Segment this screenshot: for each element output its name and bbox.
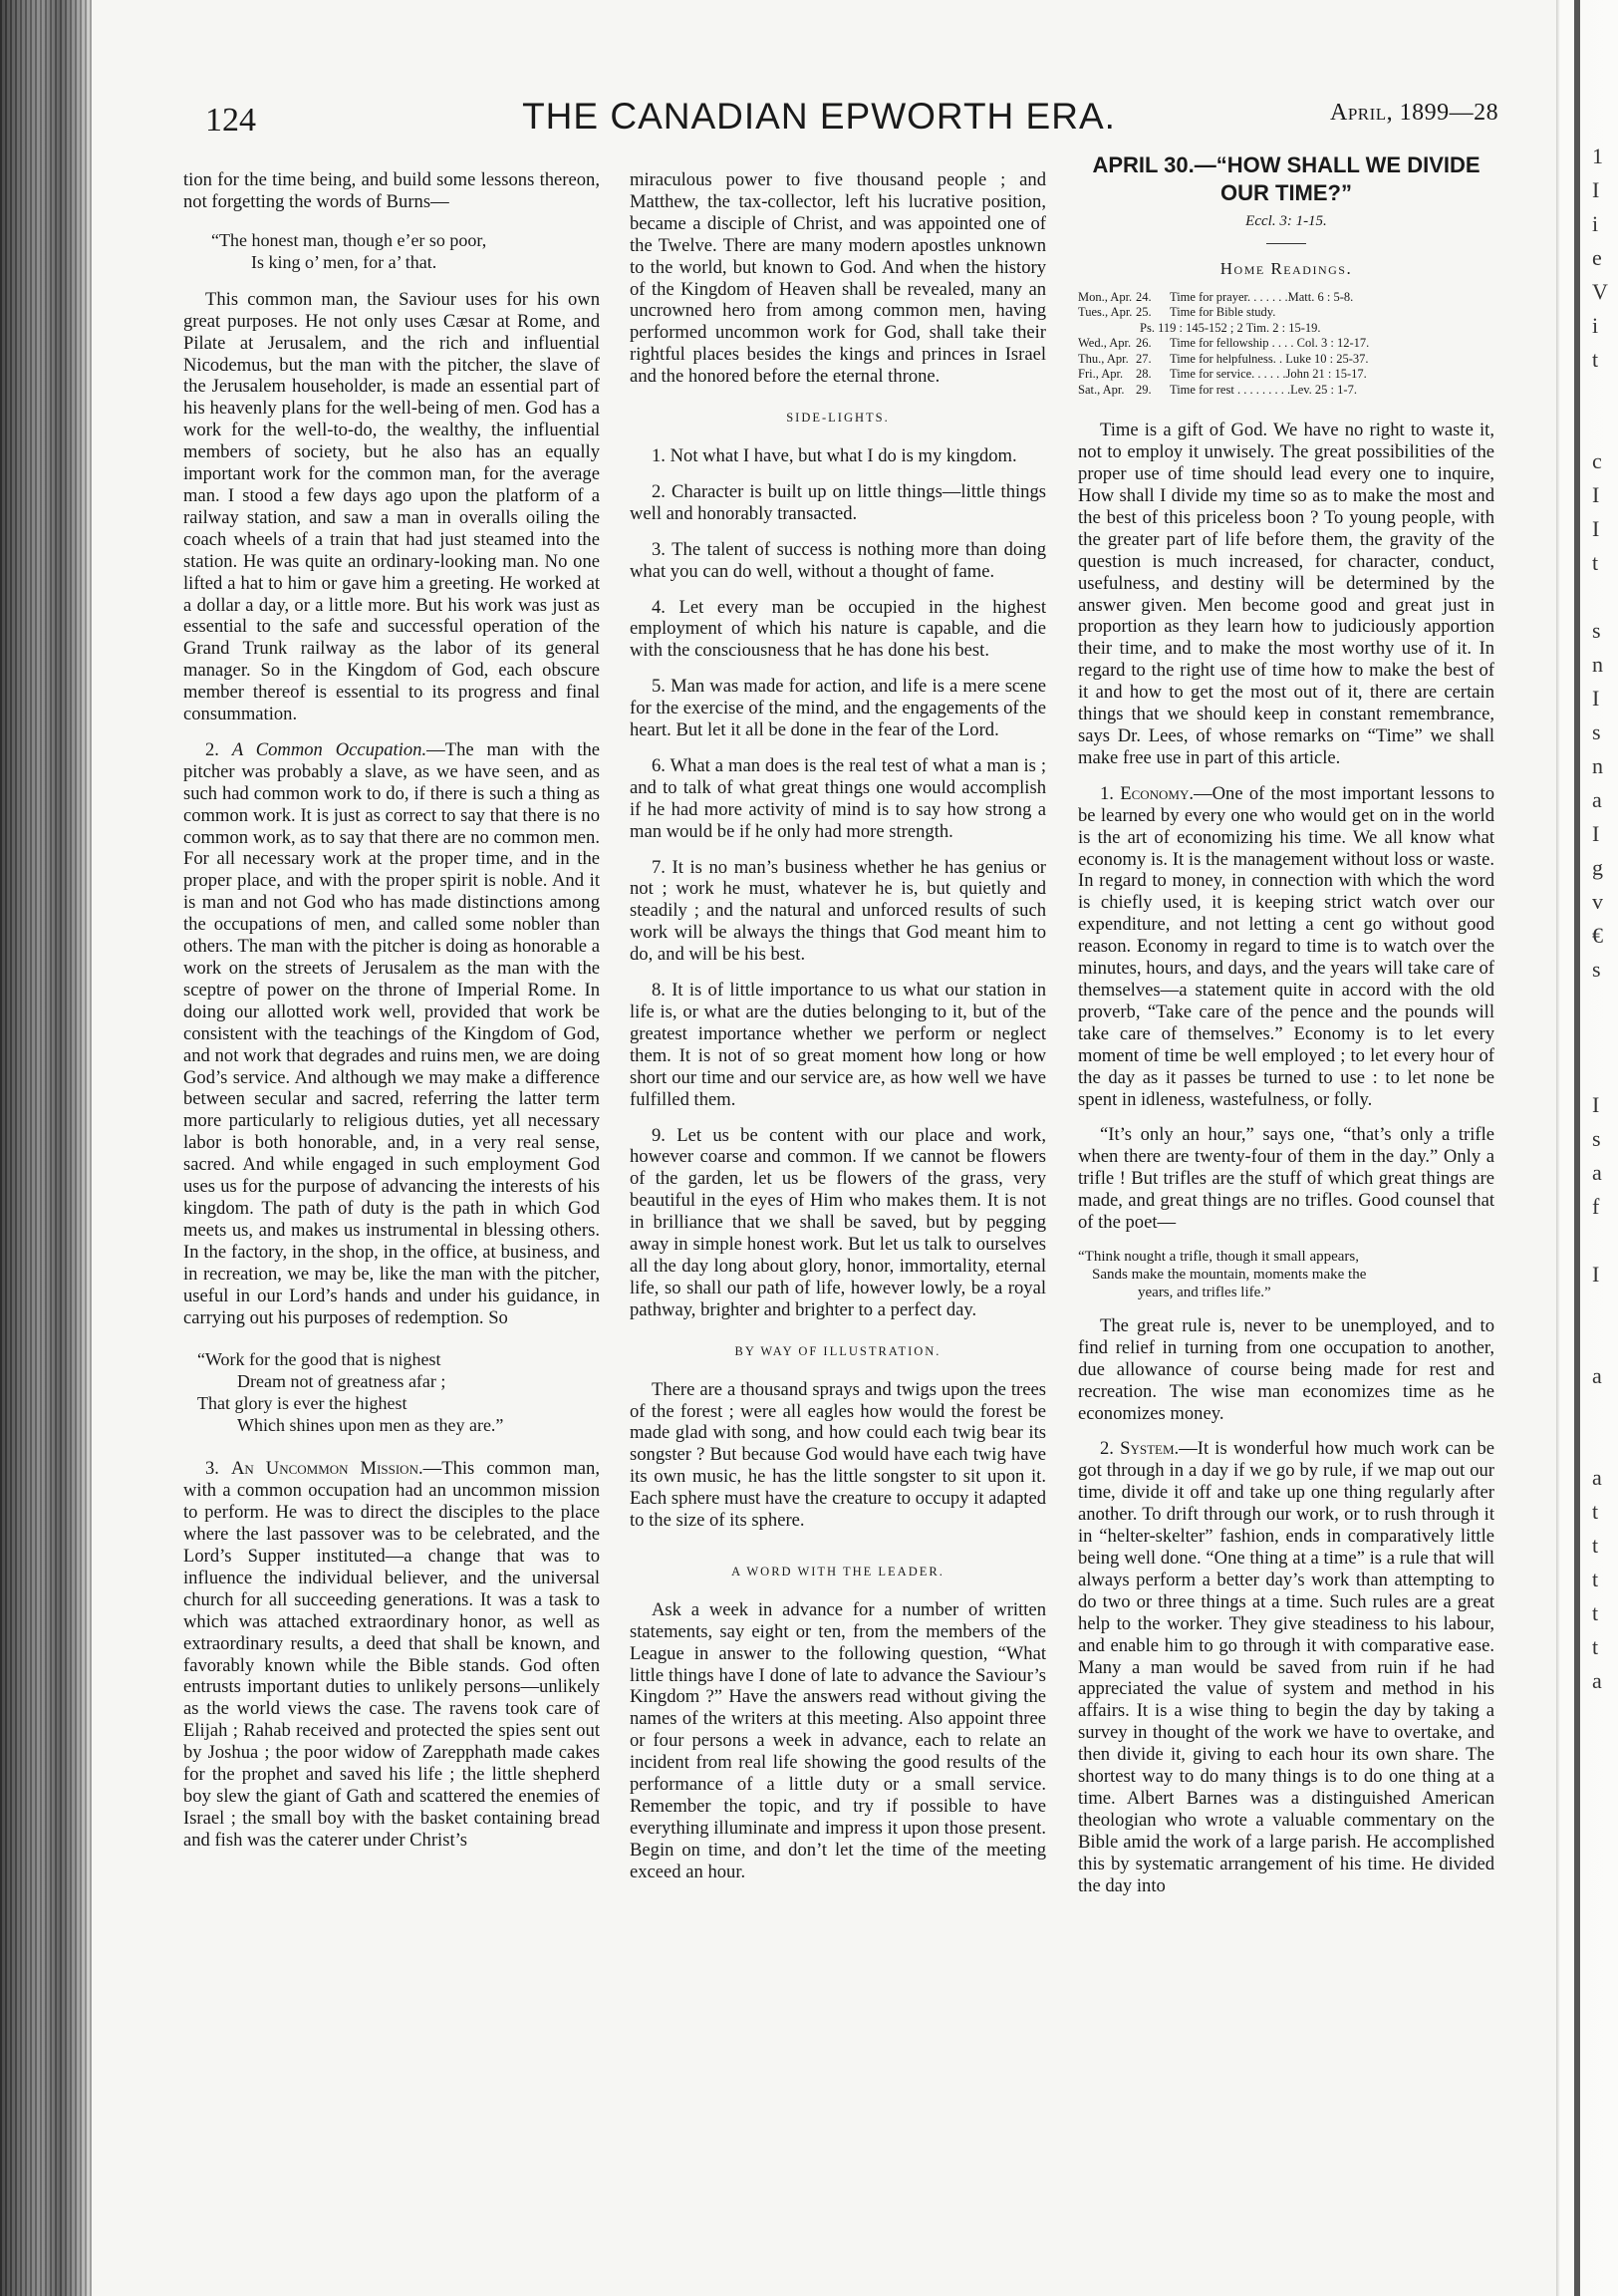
side-light-item: 8. It is of little importance to us what our station in life is, or what are the duties belonging to it, but of the greatest importance whether we perform or neglect them. It is not of so great moment how long or how short our time and our service are, as how well we have fulfilled them. (630, 980, 1046, 1110)
edge-char: e (1592, 245, 1602, 270)
edge-char: I (1592, 1262, 1600, 1287)
verse-line: That glory is ever the highest (197, 1393, 407, 1414)
reading-day: Thu., Apr. (1078, 351, 1129, 366)
edge-char: s (1592, 957, 1601, 982)
section-common-occupation (183, 739, 600, 1328)
verse-line: years, and trifles life.” (1138, 1284, 1271, 1300)
book-binding (0, 0, 92, 2296)
paragraph: There are a thousand sprays and twigs upon the trees of the forest ; were all eagles how would the forest be made glad with song, and how could each twig bear its songster ? But because God would have each twig have its own music, he has the little songster to sit upon it. Each sphere must have the creature to occupy it adapted to the size of its sphere. (630, 1378, 1046, 1532)
edge-char: a (1592, 1668, 1602, 1693)
section-text: —One of the most important lessons to be learned by every one who would get on in the world is the art of economizing his time. We all know what economy is. It is the management without loss or waste. In regard to money, in connection with which the word is chiefly used, it is keeping strict watch over our expenditure, and not letting a cent go without good reason. Economy in regard to time is to watch over the minutes, hours, and days, and the years will take care of themselves—a statement quite in accord with the old proverb, “Take care of the pence and the pounds will take care of themselves.” Economy is to let every moment of time be well employed ; to let every hour of the day as it passes be turned to use : to let none be spent in idleness, wastefulness, or folly. (1078, 782, 1495, 1110)
reading-date: 29. (1136, 382, 1152, 397)
edge-char: g (1592, 855, 1603, 880)
edge-char (1592, 1325, 1608, 1359)
reading-row (1078, 336, 1494, 352)
reading-row (1078, 290, 1494, 306)
edge-char (1592, 411, 1608, 444)
edge-char: i (1592, 211, 1599, 236)
edge-char (1592, 580, 1608, 614)
reading-text: Time for service. . . . . .John 21 : 15-17. (1170, 367, 1367, 382)
verse-line: Is king o’ men, for a’ that. (251, 251, 437, 272)
edge-char: a (1592, 787, 1602, 812)
edge-char: f (1592, 1194, 1600, 1219)
side-light-item: 1. Not what I have, but what I do is my kingdom. (652, 444, 1017, 466)
reading-text: Time for Bible study. (1170, 305, 1276, 320)
home-readings (1078, 290, 1494, 399)
edge-char: I (1592, 821, 1600, 846)
edge-char (1592, 1020, 1608, 1054)
edge-char (1592, 1393, 1608, 1427)
edge-char: t (1592, 1533, 1599, 1558)
side-light-item: 9. Let us be content with our place and work, however coarse and common. If we cannot be flowers of the garden, let us be flowers of the grass, very beautiful in the eyes of Him who makes them. It is not in brilliance that we shall be saved, but by pegging away in simple honest work. But let us talk to ourselves all the day long about glory, honor, immortality, eternal life, so shall our path of life, however lowly, be a royal pathway, brighter and brighter to a perfect day. (630, 1124, 1046, 1320)
edge-char: I (1592, 1092, 1600, 1117)
side-light-item: 4. Let every man be occupied in the highest employment of which his nature is capable, and die with the consciousness that he has done his best. (630, 596, 1046, 662)
quote-burns (211, 229, 600, 273)
verse-line: “Think nought a trifle, though it small appears, (1078, 1248, 1360, 1265)
verse-line: Which shines upon men as they are.” (237, 1415, 504, 1436)
reading-day: Tues., Apr. (1078, 305, 1133, 320)
edge-char: n (1592, 652, 1603, 677)
reading-row (1078, 352, 1494, 368)
column-2 (630, 169, 1046, 1883)
edge-char: I (1592, 686, 1600, 711)
reading-text: Time for fellowship . . . . Col. 3 : 12-17. (1170, 336, 1370, 351)
masthead: THE CANADIAN EPWORTH ERA. (522, 96, 1116, 137)
page (92, 0, 1556, 2296)
reading-day: Wed., Apr. (1078, 336, 1132, 351)
subheading-side-lights: SIDE-LIGHTS. (786, 411, 890, 426)
section-heading: Economy. (1120, 782, 1195, 804)
page-number: 124 (205, 102, 256, 139)
section-economy (1078, 783, 1494, 1111)
side-light-item: 6. What a man does is the real test of what a man is ; and to talk of what great things one would accomplish if he had more activity of mind is to say how strong a man would be if he only had more strength. (630, 754, 1046, 842)
side-light-item: 7. It is no man’s business whether he has genius or not ; work he must, whatever he is, but quietly and steadily ; and the natural and unforced results of such work will be always the things that God meant him to do, and will be his best. (630, 856, 1046, 966)
edge-char (1592, 987, 1608, 1020)
paragraph: Ask a week in advance for a number of written statements, say eight or ten, from the members of the League in answer to the following question, “What little things have I done of late to advance the Saviour’s Kingdom ?” Have the answers read without giving the names of the writers at this meeting. Also appoint three or four persons a week in advance, each to relate an incident from real life showing the good results of the performance of a little duty or a small service. Remember the topic, and try if possible to have everything illuminate and impress it upon those present. Begin on time, and don’t let the time of the meeting exceed an hour. (630, 1598, 1046, 1882)
edge-char: a (1592, 1160, 1602, 1185)
edge-char: s (1592, 719, 1601, 744)
section-heading: An Uncommon Mission. (230, 1458, 423, 1480)
section-number: 2. (1100, 1438, 1121, 1460)
section-heading: A Common Occupation. (231, 738, 427, 760)
reading-date: 28. (1136, 367, 1152, 382)
edge-char: t (1592, 1567, 1599, 1591)
paragraph: tion for the time being, and build some lessons thereon, not forgetting the words of Burns— (183, 169, 600, 212)
edge-char: 1 (1592, 144, 1603, 168)
column-1 (183, 169, 600, 1852)
reading-row (1078, 305, 1494, 321)
issue-date: April, 1899—28 (1330, 100, 1499, 126)
reading-row (1078, 383, 1494, 399)
edge-char: I (1592, 177, 1600, 202)
paragraph: miraculous power to five thousand people ; and Matthew, the tax-collector, left his lucrative position, became a disciple of Christ, and was appointed one of the Twelve. There are many modern apostles unknown to the world, but known to God. And when the history of the Kingdom of Heaven shall be revealed, many an uncrowned hero from among common men, having performed uncommon work for God, shall take their rightful places besides the kings and princes in Israel and the honored before the eternal throne. (630, 169, 1046, 388)
paragraph: This common man, the Saviour uses for his own great purposes. He not only uses Cæsar at Rome, and Pilate at Jerusalem, and the rich and influential Nicodemus, but the man with the pitcher, the slave of the Jerusalem householder, is made an essential part of his heavenly plans for the well-being of men. God has a work for the well-to-do, the wealthy, the influential members of society, but he also has an equally important work for the common man, for the average man. I stood a few days ago upon the platform of a railway station, and saw a man in overalls oiling the coach wheels of a train that had just steamed into the station. He was quite an ordinary-looking man. No one lifted a hat to him or gave him a greeting. He worked at a dollar a day, or a little more. But his work was just as essential to the safe and successful operation of the Grand Trunk railway as the labor of its general manager. So in the Kingdom of God, each obscure member thereof is essential to its progress and final consummation. (183, 288, 600, 725)
edge-char: I (1592, 516, 1600, 541)
subheading-illustration: BY WAY OF ILLUSTRATION. (734, 1343, 942, 1358)
edge-char: a (1592, 1465, 1602, 1490)
edge-char (1592, 1427, 1608, 1461)
home-readings-title: Home Readings. (1219, 258, 1353, 278)
reading-day: Sat., Apr. (1078, 382, 1125, 397)
edge-char: t (1592, 1499, 1599, 1524)
edge-char: c (1592, 448, 1602, 473)
side-light-item: 3. The talent of success is nothing more than doing what you can do well, without a thought of fame. (630, 538, 1046, 582)
facing-page-edge (1556, 0, 1618, 2296)
edge-char: s (1592, 1126, 1601, 1151)
quote-work-for-good (197, 1348, 600, 1436)
edge-char (1592, 1292, 1608, 1325)
reading-text: Ps. 119 : 145-152 ; 2 Tim. 2 : 15-19. (1140, 320, 1321, 335)
edge-char: t (1592, 347, 1599, 372)
section-number: 3. (205, 1458, 231, 1480)
edge-char: a (1592, 1363, 1602, 1388)
side-light-item: 5. Man was made for action, and life is a mere scene for the exercise of the mind, and the engagements of the heart. But let it all be done in the fear of the Lord. (630, 676, 1046, 741)
edge-char (1592, 1224, 1608, 1258)
verse-line: Sands make the mountain, moments make the (1092, 1266, 1367, 1283)
edge-char: t (1592, 1634, 1599, 1659)
edge-char: s (1592, 618, 1601, 643)
reading-date: 27. (1136, 351, 1152, 366)
section-number: 1. (1100, 782, 1121, 804)
verse-line: “The honest man, though e’er so poor, (211, 229, 487, 250)
verse-line: “Work for the good that is nighest (197, 1349, 441, 1370)
reading-text: Time for prayer. . . . . . .Matt. 6 : 5-8. (1170, 289, 1354, 304)
reading-date: 25. (1136, 305, 1152, 320)
edge-char: v (1592, 889, 1603, 914)
reading-row (1078, 321, 1494, 337)
reading-date: 24. (1136, 289, 1152, 304)
page-header (92, 92, 1556, 142)
section-heading: System. (1120, 1438, 1180, 1460)
section-number: 2. (205, 738, 232, 760)
section-text: —It is wonderful how much work can be got through in a day if we go by rule, if we map out our time, divide it off and take up one thing regularly after another. To drift through our work, or to rush through it in “helter-skelter” fashion, ends in comparatively little being well done. “One thing at a time” is a rule that will always perform a better day’s work than attempting to do two or three things at a time. Such rules are a great help to the worker. They give steadiness to his labour, and enable him to go through it with comparative ease. Many a man would be saved from ruin if he had appreciated the value of system and method in his affairs. It is a wise thing to begin the day by taking a survey in thought of the work we have to overtake, and then divide it, giving to each hour its own share. The shortest way to do many things is to do one thing at a time. Albert Barnes was a distinguished American theologian who wrote a valuable commentary on the Bible amid the work of a large parish. He accomplished this by systematic arrangement of his time. He divided the day into (1078, 1438, 1494, 1896)
subheading-leader: A WORD WITH THE LEADER. (731, 1564, 944, 1578)
column-3 (1078, 151, 1494, 1897)
reading-day: Fri., Apr. (1078, 367, 1124, 382)
reading-date: 26. (1136, 336, 1152, 351)
section-text: —The man with the pitcher was probably a slave, as we have seen, and as such had common work to do, if there is such a thing as common work. It is just as correct to say that there is no common work, as to say that there are no common men. For all necessary work at the proper time, and in the proper place, and with the proper spirit is noble. And it is man and not God who has made distinctions among the occupations of men, and called some nobler than others. The man with the pitcher is doing as honorable a work on the streets of Jerusalem as the man with the sceptre of power on the throne of Imperial Rome. In doing our allotted work well, provided that work be consistent with the teachings of the Kingdom of God, and not work that degrades and ruins men, we are doing God’s service. And although we may make a difference between secular and sacred, referring the latter term more particularly to religious duties, yet all necessary labor is both honorable, and, in a very real sense, sacred. And while engaged in such employment God uses us for the purpose of advancing the interests of his kingdom. The path of duty is the path in which God meets us, and makes us instrumental in blessing others. In the factory, in the shop, in the office, at business, and in recreation, we may be, like the man with the pitcher, useful in our Lord’s hands and under his guidance, in carrying out his purposes of redemption. So (183, 738, 601, 1328)
section-uncommon-mission (183, 1458, 600, 1851)
lesson-title: APRIL 30.—“HOW SHALL WE DIVIDE OUR TIME?” (1092, 152, 1481, 205)
reading-day: Mon., Apr. (1078, 289, 1133, 304)
edge-char (1592, 377, 1608, 411)
section-text: —This common man, with a common occupation had an uncommon mission to perform. He was to direct the disciples to the place where the last passover was to be celebrated, and the Lord’s Supper instituted—a change that was to influence the individual believer, and the universal church for all succeeding generations. It was a task to which was attached extraordinary honor, as well as extraordinary results, a deed that shall be known, and favorably known while the Bible stands. God often entrusts important duties to unlikely persons—unlikely as the world views the case. The ravens took care of Elijah ; Rahab received and protected the spies sent out by Joshua ; the poor widow of Zarepphath made cakes for the prophet and saved his life ; the little shepherd boy slew the giant of Gath and scattered the enemies of Israel ; the small boy with the basket containing bread and fish was the caterer under Christ’s (183, 1458, 601, 1851)
quote-think-nought (1078, 1248, 1494, 1301)
edge-char: t (1592, 1600, 1599, 1625)
reading-text: Time for rest . . . . . . . . .Lev. 25 : 1-7. (1170, 382, 1357, 397)
edge-char: t (1592, 550, 1599, 575)
edge-char: V (1592, 279, 1608, 304)
section-system (1078, 1438, 1494, 1896)
reading-text: Time for helpfulness. . Luke 10 : 25-37. (1170, 351, 1369, 366)
paragraph: “It’s only an hour,” says one, “that’s only a trifle when there are twenty-four of them in the day.” Only a trifle ! But trifles are the stuff of which great things are made, and great things are no trifles. Good counsel that of the poet— (1078, 1124, 1494, 1234)
paragraph: Time is a gift of God. We have no right to waste it, not to employ it unwisely. The great possibilities of the proper use of time should lead every one to inquire, How shall I divide my time so as to make the most and the best of this priceless boon ? To young people, with the greater part of life before them, the gravity of the question is much increased, for character, conduct, usefulness, and destiny will be determined by the answer given. Men become good and great just in proportion as they learn how to judiciously apportion their time, and to make the most worthy use of it. In regard to the right use of time how to make the best of it and how to get the most out of it, there are certain things that we should keep in constant remembrance, says Dr. Lees, of whose remarks on “Time” we shall make free use in part of this article. (1078, 420, 1494, 768)
divider (1266, 243, 1306, 244)
edge-char: n (1592, 753, 1603, 778)
lesson-reference: Eccl. 3: 1-15. (1245, 213, 1327, 229)
facing-page-text (1592, 140, 1608, 1698)
verse-line: Dream not of greatness afar ; (237, 1371, 446, 1392)
edge-char (1592, 1054, 1608, 1088)
reading-row (1078, 367, 1494, 383)
page-gutter (1574, 0, 1580, 2296)
paragraph: The great rule is, never to be unemployed, and to find relief in turning from one occupation to another, due allowance of course being made for rest and recreation. The wise man economizes time as he economizes money. (1078, 1314, 1494, 1424)
side-light-item: 2. Character is built up on little things—little things well and honorably transacted. (630, 480, 1046, 524)
edge-char: € (1592, 923, 1603, 948)
edge-char: i (1592, 313, 1599, 338)
edge-char: I (1592, 482, 1600, 507)
